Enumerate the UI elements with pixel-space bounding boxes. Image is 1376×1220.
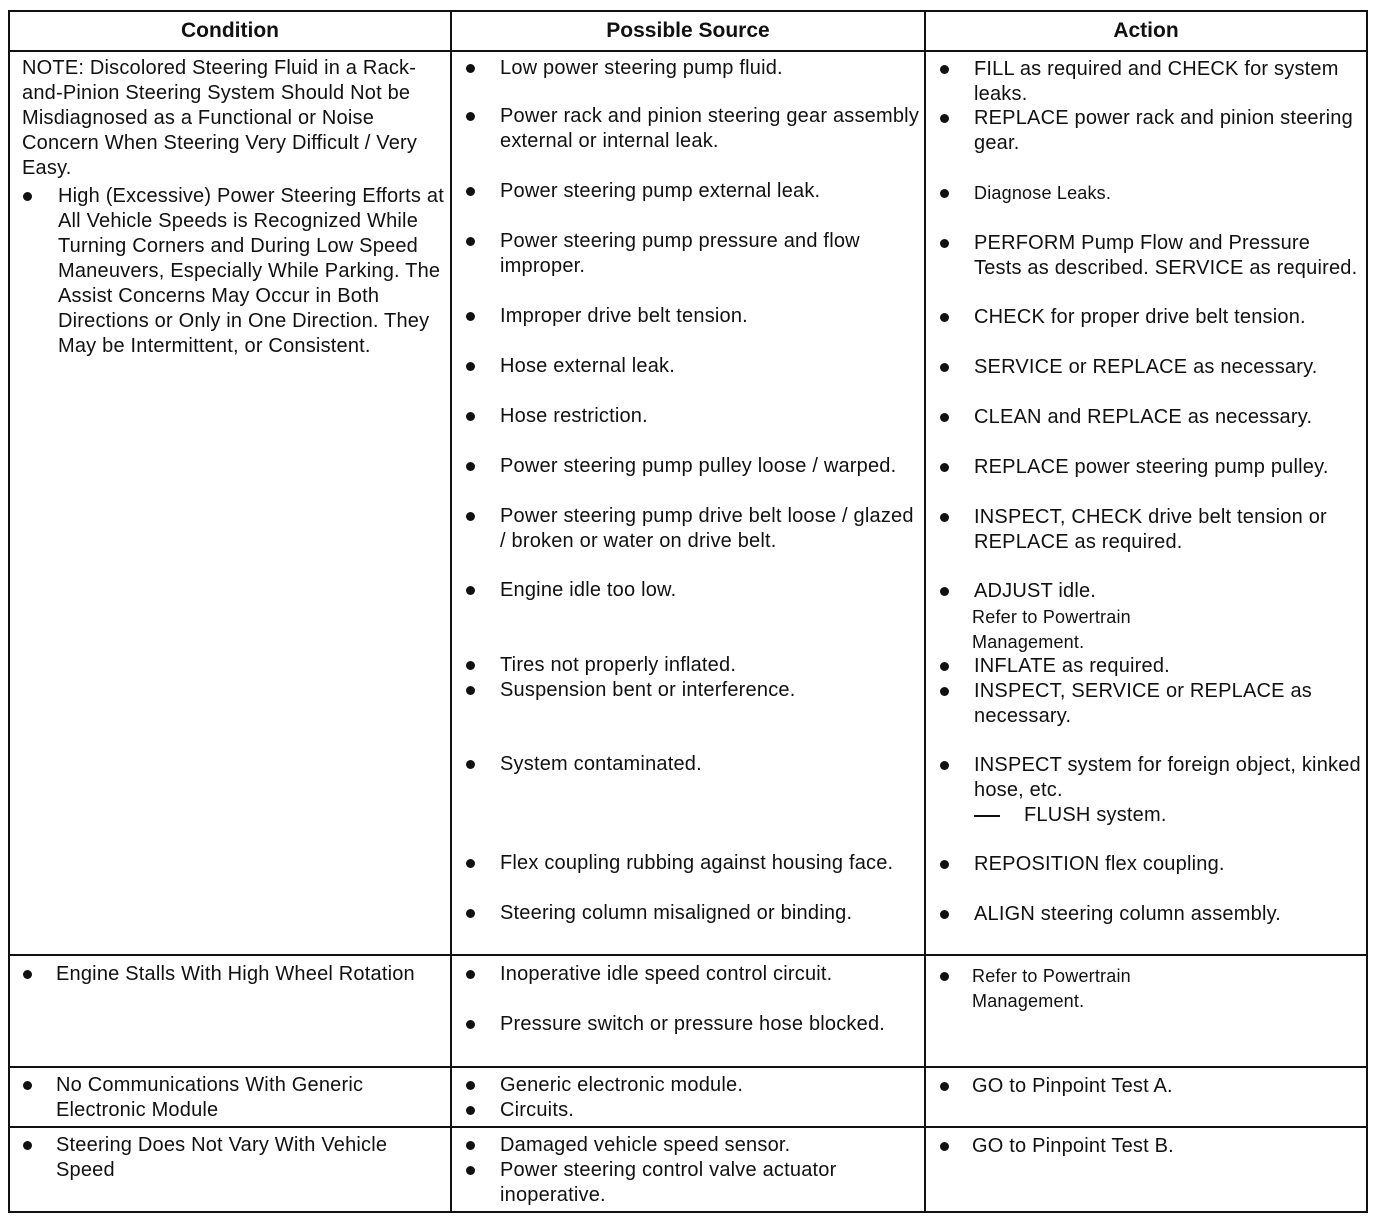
bullet-icon [940, 1082, 949, 1091]
action-item: INSPECT system for foreign object, kinked hose, etc. [974, 753, 1362, 803]
bullet-icon [466, 859, 475, 868]
bullet-icon [940, 189, 949, 198]
bullet-icon [466, 1081, 475, 1090]
source-item: System contaminated. [500, 752, 920, 777]
condition-note: NOTE: Discolored Steering Fluid in a Rack-and-Pinion Steering System Should Not be Misdiagnosed as a Functional or Noise Concern When Steering Very Difficult / Very Easy. [22, 57, 418, 179]
condition-cell [10, 1068, 452, 1126]
bullet-icon [23, 1081, 32, 1090]
source-item: Power rack and pinion steering gear assembly external or internal leak. [500, 104, 920, 154]
source-item: Low power steering pump fluid. [500, 56, 920, 81]
action-item: Diagnose Leaks. [974, 181, 1362, 206]
condition-item: No Communications With Generic Electronic Module [56, 1073, 446, 1123]
bullet-icon [466, 661, 475, 670]
action-cell [926, 956, 1366, 1066]
bullet-icon [940, 587, 949, 596]
bullet-icon [940, 463, 949, 472]
action-item: INSPECT, SERVICE or REPLACE as necessary. [974, 679, 1362, 729]
bullet-icon [940, 114, 949, 123]
table-row [10, 1128, 1366, 1211]
diagnosis-table [8, 10, 1368, 1213]
table-row [10, 956, 1366, 1068]
bullet-icon [940, 65, 949, 74]
bullet-icon [466, 112, 475, 121]
source-item: Power steering pump pulley loose / warped. [500, 454, 920, 479]
source-cell [452, 956, 926, 1066]
source-item: Improper drive belt tension. [500, 304, 920, 329]
action-item: Refer to Powertrain Management. [972, 964, 1192, 1014]
bullet-icon [940, 239, 949, 248]
bullet-icon [466, 512, 475, 521]
action-item: REPLACE power rack and pinion steering gear. [974, 106, 1362, 156]
bullet-icon [466, 1166, 475, 1175]
action-item: FILL as required and CHECK for system leaks. [974, 57, 1362, 107]
bullet-icon [940, 313, 949, 322]
action-item: ALIGN steering column assembly. [974, 902, 1362, 927]
bullet-icon [940, 363, 949, 372]
bullet-icon [466, 1020, 475, 1029]
bullet-icon [23, 192, 32, 201]
bullet-icon [466, 412, 475, 421]
bullet-icon [466, 909, 475, 918]
action-item: PERFORM Pump Flow and Pressure Tests as described. SERVICE as required. [974, 231, 1362, 281]
action-item: GO to Pinpoint Test B. [972, 1134, 1362, 1159]
bullet-icon [23, 970, 32, 979]
action-cell [926, 1128, 1366, 1211]
bullet-icon [466, 237, 475, 246]
source-cell [452, 1068, 926, 1126]
action-item: INFLATE as required. [974, 654, 1362, 679]
condition-cell [10, 956, 452, 1066]
source-item: Tires not properly inflated. [500, 653, 920, 678]
bullet-icon [940, 972, 949, 981]
bullet-icon [940, 662, 949, 671]
bullet-icon [23, 1141, 32, 1150]
bullet-icon [940, 761, 949, 770]
condition-cell [10, 52, 452, 954]
header-possible-source: Possible Source [452, 12, 926, 50]
table-row [10, 52, 1366, 956]
action-item: CHECK for proper drive belt tension. [974, 305, 1362, 330]
bullet-icon [466, 1141, 475, 1150]
action-item: GO to Pinpoint Test A. [972, 1074, 1362, 1099]
action-item: ADJUST idle. [974, 579, 1362, 604]
action-item: REPOSITION flex coupling. [974, 852, 1362, 877]
idle-note: Refer to Powertrain Management. [972, 607, 1131, 652]
bullet-icon [940, 687, 949, 696]
source-item: Inoperative idle speed control circuit. [500, 962, 920, 987]
header-action: Action [1113, 19, 1179, 42]
bullet-icon [466, 362, 475, 371]
table-header [10, 12, 1366, 52]
bullet-icon [940, 860, 949, 869]
bullet-icon [466, 187, 475, 196]
header-condition: Condition [10, 12, 452, 50]
bullet-icon [466, 686, 475, 695]
bullet-icon [466, 760, 475, 769]
bullet-icon [940, 513, 949, 522]
source-item: Generic electronic module. [500, 1073, 920, 1098]
source-item: Engine idle too low. [500, 578, 920, 603]
bullet-icon [940, 910, 949, 919]
bullet-icon [466, 312, 475, 321]
table-row [10, 1068, 1366, 1128]
source-item: Hose external leak. [500, 354, 920, 379]
condition-item: Engine Stalls With High Wheel Rotation [56, 962, 446, 987]
bullet-icon [466, 64, 475, 73]
action-item: REPLACE power steering pump pulley. [974, 455, 1362, 480]
bullet-icon [466, 586, 475, 595]
source-item: Circuits. [500, 1098, 920, 1123]
source-item: Power steering pump drive belt loose / glazed / broken or water on drive belt. [500, 504, 920, 554]
source-item: Suspension bent or interference. [500, 678, 920, 703]
source-item: Pressure switch or pressure hose blocked. [500, 1012, 920, 1037]
source-item: Flex coupling rubbing against housing face. [500, 851, 920, 876]
condition-item: High (Excessive) Power Steering Efforts at All Vehicle Speeds is Recognized While Turning Corners and During Low Speed Maneuvers, Especially While Parking. The Assist Concerns May Occur in Both Directions or Only in One Direction. They May be Intermittent, or Consistent. [58, 184, 446, 359]
source-item: Damaged vehicle speed sensor. [500, 1133, 920, 1158]
flush-subitem: FLUSH system. [974, 803, 1362, 828]
source-item: Power steering control valve actuator inoperative. [500, 1158, 920, 1208]
action-cell [926, 1068, 1366, 1126]
source-item: Hose restriction. [500, 404, 920, 429]
dash-icon [974, 815, 1000, 817]
source-item: Power steering pump pressure and flow improper. [500, 229, 920, 279]
bullet-icon [466, 970, 475, 979]
action-item: CLEAN and REPLACE as necessary. [974, 405, 1362, 430]
bullet-icon [940, 1142, 949, 1151]
source-item: Steering column misaligned or binding. [500, 901, 920, 926]
source-cell [452, 52, 926, 954]
bullet-icon [466, 462, 475, 471]
source-cell [452, 1128, 926, 1211]
condition-item: Steering Does Not Vary With Vehicle Speed [56, 1133, 446, 1183]
bullet-icon [466, 1106, 475, 1115]
action-item: SERVICE or REPLACE as necessary. [974, 355, 1362, 380]
action-cell [926, 52, 1366, 954]
action-item: INSPECT, CHECK drive belt tension or REPLACE as required. [974, 505, 1362, 555]
bullet-icon [940, 413, 949, 422]
condition-cell [10, 1128, 452, 1211]
source-item: Power steering pump external leak. [500, 179, 920, 204]
